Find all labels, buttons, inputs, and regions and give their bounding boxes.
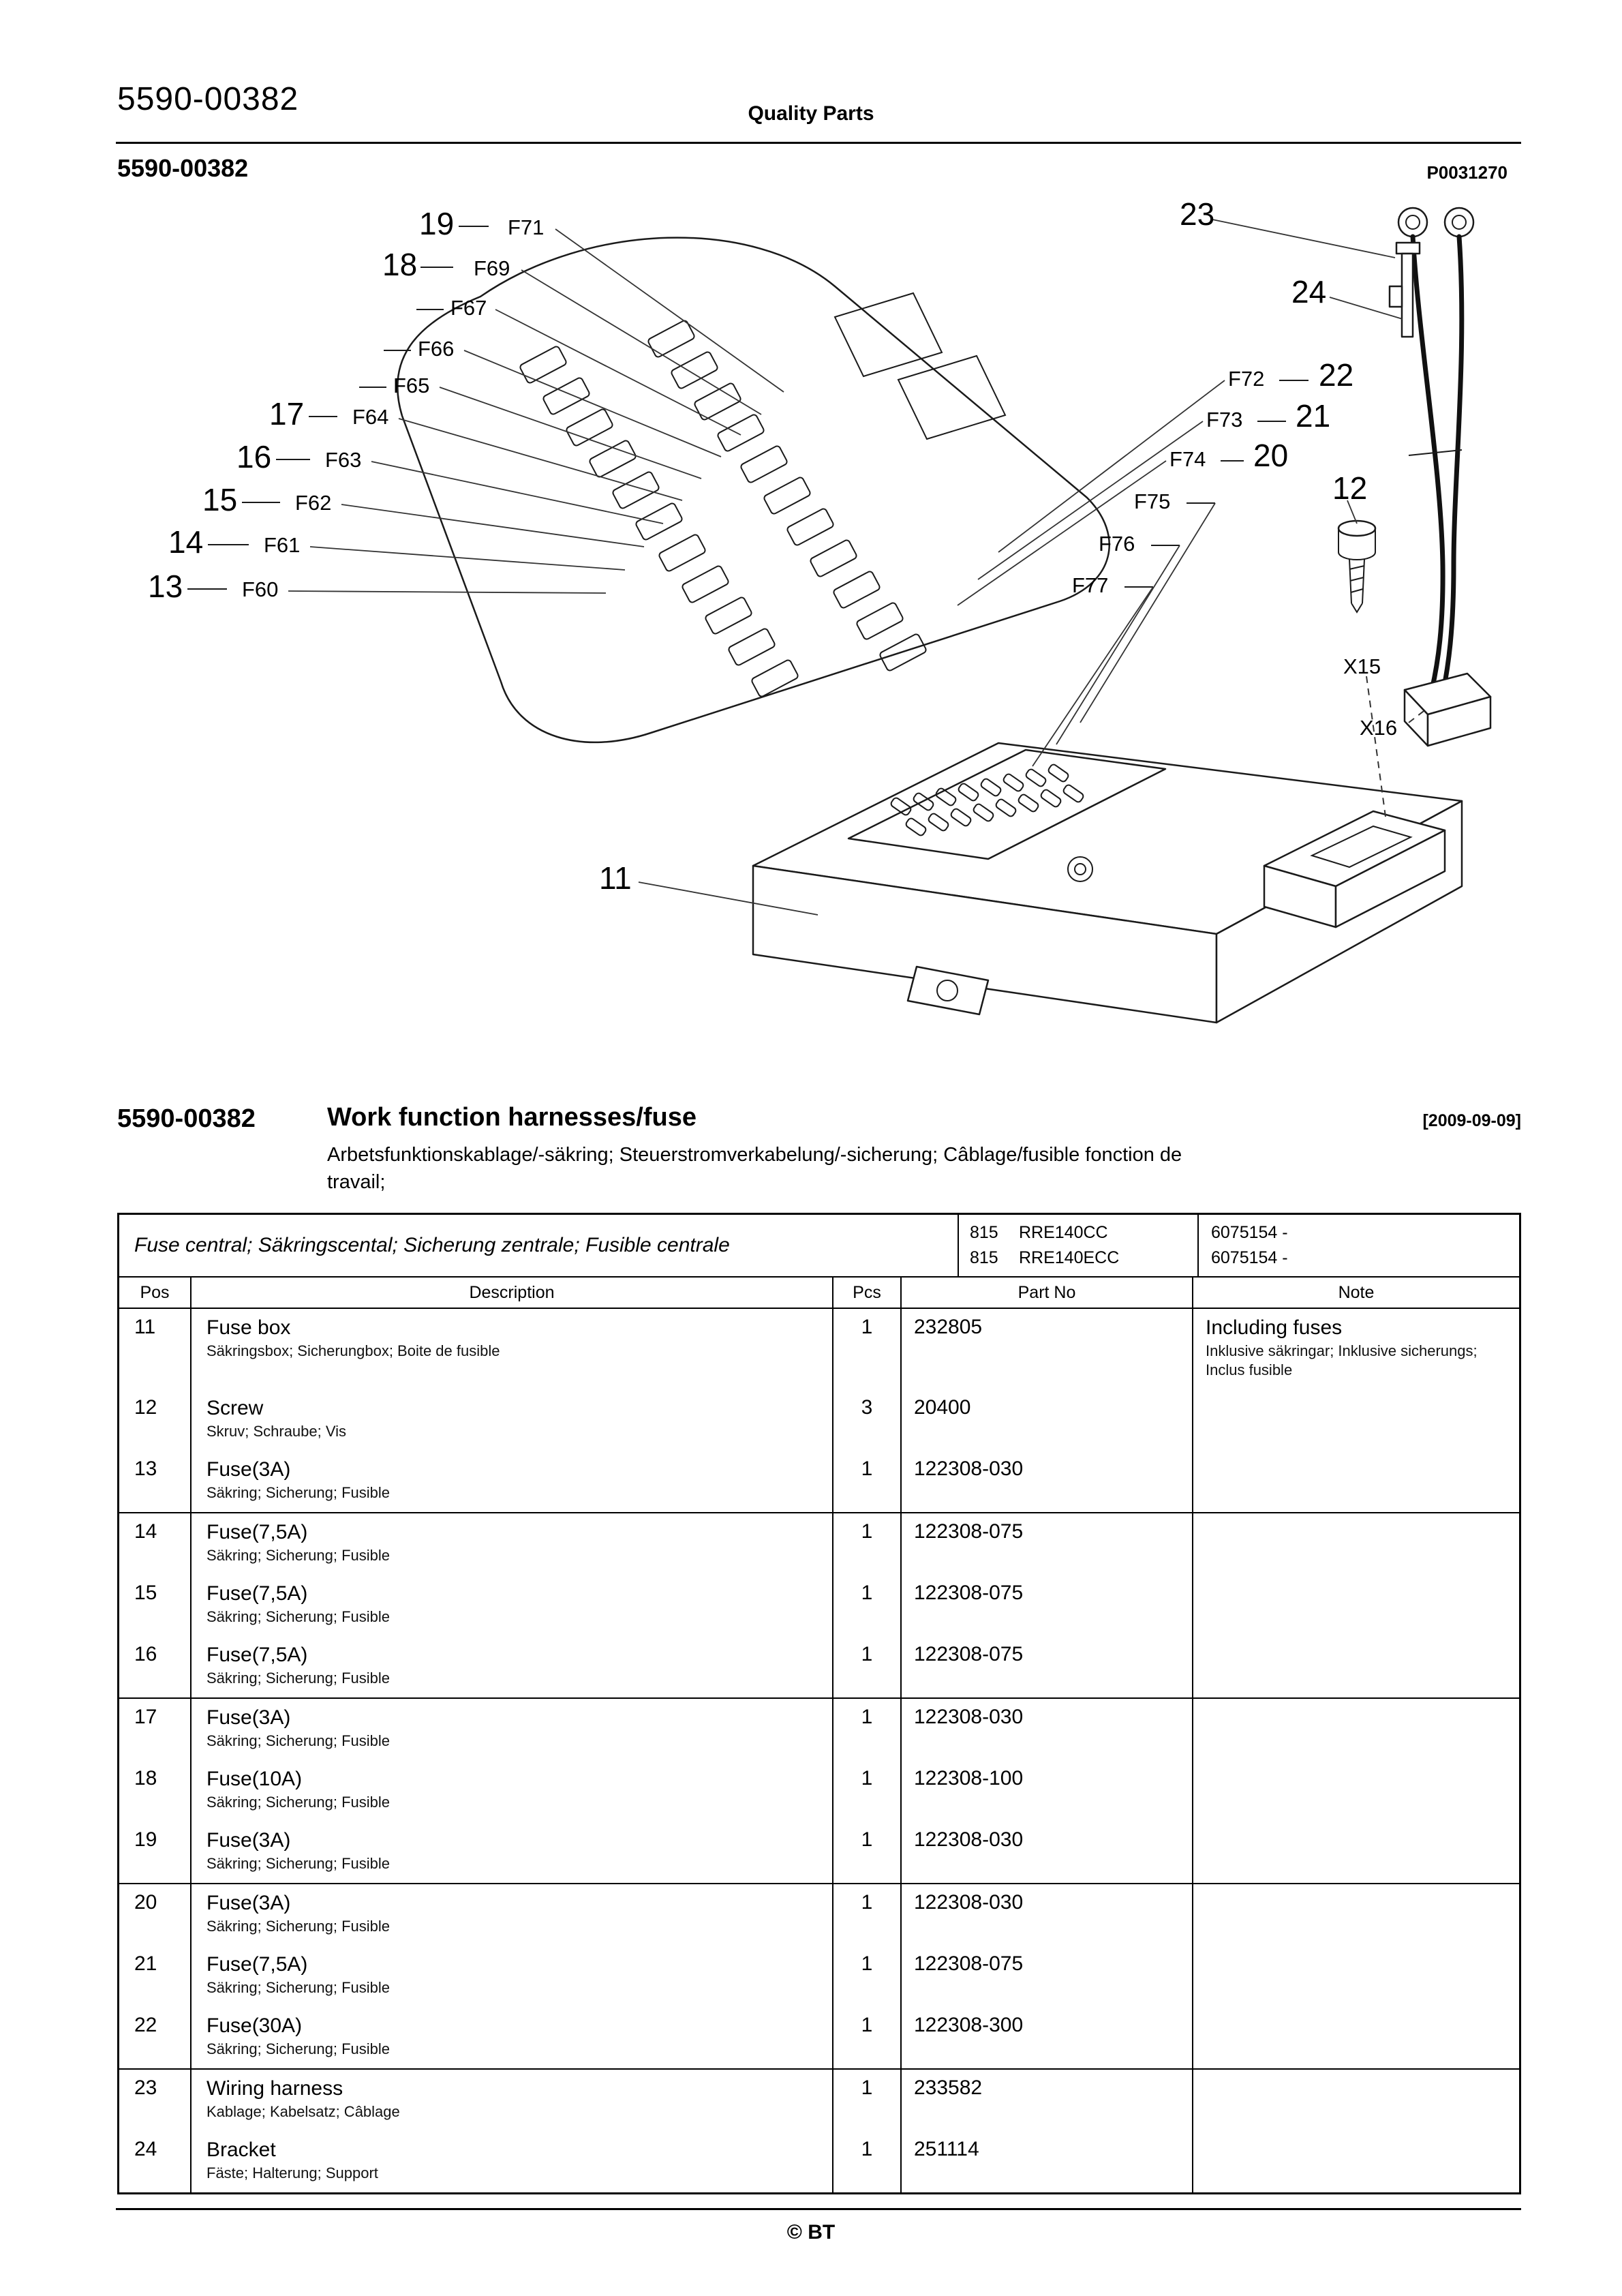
model-number: 815 <box>970 1223 998 1242</box>
callout-label: F67 <box>450 296 487 320</box>
table-group <box>119 2070 1519 2192</box>
row-note <box>1193 1575 1519 1636</box>
callout-label: 13 <box>148 569 183 605</box>
row-pos: 21 <box>119 1946 192 2007</box>
callout-label: F71 <box>508 215 545 240</box>
callout-label: F60 <box>242 577 279 602</box>
table-row <box>119 2070 1519 2131</box>
row-pcs: 1 <box>833 1309 902 1389</box>
callout-label: 17 <box>269 396 305 432</box>
callout-label: 16 <box>236 439 272 475</box>
row-description: Fuse(30A) Säkring; Sicherung; Fusible <box>192 2007 833 2068</box>
callout-label: X15 <box>1343 654 1381 679</box>
table-column-headers <box>119 1278 1519 1309</box>
parts-table <box>117 1213 1521 2194</box>
model-codes <box>959 1215 1199 1276</box>
row-pos: 16 <box>119 1636 192 1697</box>
row-pos: 23 <box>119 2070 192 2131</box>
serial-numbers <box>1199 1215 1519 1276</box>
row-pos: 20 <box>119 1884 192 1946</box>
table-group <box>119 1699 1519 1884</box>
callout-label: 19 <box>419 206 455 242</box>
row-description: Fuse(3A) Säkring; Sicherung; Fusible <box>192 1884 833 1946</box>
callout-label: F64 <box>352 405 389 429</box>
table-row <box>119 1309 1519 1389</box>
row-note <box>1193 1389 1519 1451</box>
row-pcs: 1 <box>833 1451 902 1512</box>
section-number: 5590-00382 <box>117 1104 256 1133</box>
doc-number-header: 5590-00382 <box>117 81 299 117</box>
row-part-no: 20400 <box>902 1389 1193 1451</box>
fuse-central-title: Fuse central; Säkringscental; Sicherung zentrale; Fusible centrale <box>119 1215 959 1276</box>
row-pos: 17 <box>119 1699 192 1760</box>
section-subtitle-line1: Arbetsfunktionskablage/-säkring; Steuerstromverkabelung/-sicherung; Câblage/fusible fonction de <box>327 1144 1182 1166</box>
row-description: Fuse(7,5A) Säkring; Sicherung; Fusible <box>192 1575 833 1636</box>
table-row <box>119 1636 1519 1697</box>
row-note <box>1193 2070 1519 2131</box>
row-description: Fuse(3A) Säkring; Sicherung; Fusible <box>192 1451 833 1512</box>
header-rule <box>116 142 1521 144</box>
table-group <box>119 1513 1519 1699</box>
column-header-part-no: Part No <box>902 1278 1193 1308</box>
row-description: Fuse(7,5A) Säkring; Sicherung; Fusible <box>192 1636 833 1697</box>
callout-label: 15 <box>202 482 238 518</box>
serial-number: 6075154 - <box>1211 1248 1288 1267</box>
row-pcs: 1 <box>833 2007 902 2068</box>
serial-number: 6075154 - <box>1211 1223 1288 1242</box>
callout-label: F76 <box>1099 532 1135 556</box>
row-part-no: 122308-030 <box>902 1699 1193 1760</box>
row-part-no: 122308-300 <box>902 2007 1193 2068</box>
table-row <box>119 1822 1519 1883</box>
row-note <box>1193 1636 1519 1697</box>
row-note <box>1193 1946 1519 2007</box>
row-pos: 19 <box>119 1822 192 1883</box>
column-header-pos: Pos <box>119 1278 192 1308</box>
row-description: Fuse(7,5A) Säkring; Sicherung; Fusible <box>192 1946 833 2007</box>
table-group <box>119 1309 1519 1513</box>
table-row <box>119 1451 1519 1512</box>
row-pos: 15 <box>119 1575 192 1636</box>
screw-part <box>1338 521 1375 612</box>
row-note <box>1193 1451 1519 1512</box>
model-code-row <box>970 1223 1197 1243</box>
column-header-note: Note <box>1338 1282 1375 1302</box>
row-pos: 11 <box>119 1309 192 1389</box>
row-pcs: 1 <box>833 2070 902 2131</box>
row-part-no: 233582 <box>902 2070 1193 2131</box>
row-pcs: 3 <box>833 1389 902 1451</box>
row-pos: 14 <box>119 1513 192 1575</box>
row-description: Fuse(3A) Säkring; Sicherung; Fusible <box>192 1699 833 1760</box>
row-description: Wiring harness Kablage; Kabelsatz; Câblage <box>192 2070 833 2131</box>
image-reference: P0031270 <box>1426 162 1508 183</box>
callout-label: F73 <box>1206 408 1243 432</box>
callout-label: F75 <box>1134 489 1171 514</box>
row-note <box>1193 1822 1519 1883</box>
column-header-description: Description <box>192 1278 833 1308</box>
callout-label: F63 <box>325 448 362 472</box>
table-row <box>119 2007 1519 2068</box>
table-row <box>119 2131 1519 2192</box>
callout-label: 18 <box>382 247 418 283</box>
callout-label: F61 <box>264 533 301 558</box>
row-description: Fuse(3A) Säkring; Sicherung; Fusible <box>192 1822 833 1883</box>
row-pcs: 1 <box>833 1513 902 1575</box>
row-note: Including fuses Inklusive säkringar; Inklusive sicherungs; Inclus fusible <box>1206 1316 1478 1378</box>
row-description: Fuse(10A) Säkring; Sicherung; Fusible <box>192 1760 833 1822</box>
table-row <box>119 1699 1519 1760</box>
footer-copyright: © BT <box>786 2221 836 2244</box>
row-description: Fuse box Säkringsbox; Sicherungbox; Boite de fusible <box>192 1309 833 1389</box>
row-pcs: 1 <box>833 1822 902 1883</box>
quality-parts-title: Quality Parts <box>748 102 874 125</box>
row-part-no: 122308-030 <box>902 1451 1193 1512</box>
row-part-no: 122308-075 <box>902 1513 1193 1575</box>
row-note <box>1193 1699 1519 1760</box>
model-code: RRE140CC <box>1019 1223 1108 1242</box>
row-note <box>1193 2007 1519 2068</box>
callout-label: F62 <box>295 491 332 515</box>
callout-label: 22 <box>1319 357 1354 393</box>
table-model-header <box>119 1215 1519 1278</box>
row-description: Screw Skruv; Schraube; Vis <box>192 1389 833 1451</box>
row-part-no: 122308-075 <box>902 1946 1193 2007</box>
callout-label: 24 <box>1291 274 1327 310</box>
row-pos: 24 <box>119 2131 192 2192</box>
row-note <box>1193 1884 1519 1946</box>
row-pcs: 1 <box>833 1884 902 1946</box>
row-pcs: 1 <box>833 2131 902 2192</box>
row-note <box>1193 1760 1519 1822</box>
model-number: 815 <box>970 1248 998 1267</box>
row-part-no: 251114 <box>902 2131 1193 2192</box>
row-description: Fuse(7,5A) Säkring; Sicherung; Fusible <box>192 1513 833 1575</box>
row-part-no: 122308-100 <box>902 1760 1193 1822</box>
table-row <box>119 1760 1519 1822</box>
table-row <box>119 1946 1519 2007</box>
table-body <box>119 1309 1519 2192</box>
callout-label: 14 <box>168 524 204 560</box>
row-part-no: 122308-030 <box>902 1884 1193 1946</box>
section-subtitle-line2: travail; <box>327 1171 386 1193</box>
callout-label: X16 <box>1360 716 1398 740</box>
fuse-box-body <box>753 743 1462 1023</box>
row-pcs: 1 <box>833 1575 902 1636</box>
table-row <box>119 1389 1519 1451</box>
callout-label: F74 <box>1169 447 1206 472</box>
callout-label: F65 <box>393 374 430 398</box>
row-description: Bracket Fäste; Halterung; Support <box>192 2131 833 2192</box>
callout-label: F77 <box>1072 573 1109 598</box>
row-pcs: 1 <box>833 1946 902 2007</box>
model-code: RRE140ECC <box>1019 1248 1120 1267</box>
column-header-pcs: Pcs <box>833 1278 902 1308</box>
callout-label: F69 <box>474 256 510 281</box>
row-part-no: 122308-030 <box>902 1822 1193 1883</box>
doc-number-subheader: 5590-00382 <box>117 154 249 182</box>
row-pcs: 1 <box>833 1699 902 1760</box>
callout-label: 23 <box>1180 196 1215 232</box>
callout-label: 12 <box>1332 470 1368 507</box>
callout-label: F66 <box>418 337 455 361</box>
row-note <box>1193 1513 1519 1575</box>
footer-rule <box>116 2208 1521 2210</box>
callout-label: 20 <box>1253 438 1289 474</box>
callout-label: 11 <box>599 860 632 896</box>
row-pos: 13 <box>119 1451 192 1512</box>
section-title: Work function harnesses/fuse <box>327 1103 697 1132</box>
callout-label: F72 <box>1228 367 1265 391</box>
row-pcs: 1 <box>833 1636 902 1697</box>
row-part-no: 122308-075 <box>902 1636 1193 1697</box>
callout-label: 21 <box>1296 398 1331 434</box>
table-row <box>119 1575 1519 1636</box>
row-pos: 18 <box>119 1760 192 1822</box>
row-pcs: 1 <box>833 1760 902 1822</box>
table-row <box>119 1513 1519 1575</box>
row-pos: 22 <box>119 2007 192 2068</box>
model-code-row <box>970 1248 1197 1268</box>
row-part-no: 232805 <box>902 1309 1193 1389</box>
row-pos: 12 <box>119 1389 192 1451</box>
row-part-no: 122308-075 <box>902 1575 1193 1636</box>
section-date: [2009-09-09] <box>1422 1111 1521 1130</box>
table-group <box>119 1884 1519 2070</box>
exploded-parts-diagram <box>112 184 1513 1091</box>
table-row <box>119 1884 1519 1946</box>
row-note <box>1193 2131 1519 2192</box>
